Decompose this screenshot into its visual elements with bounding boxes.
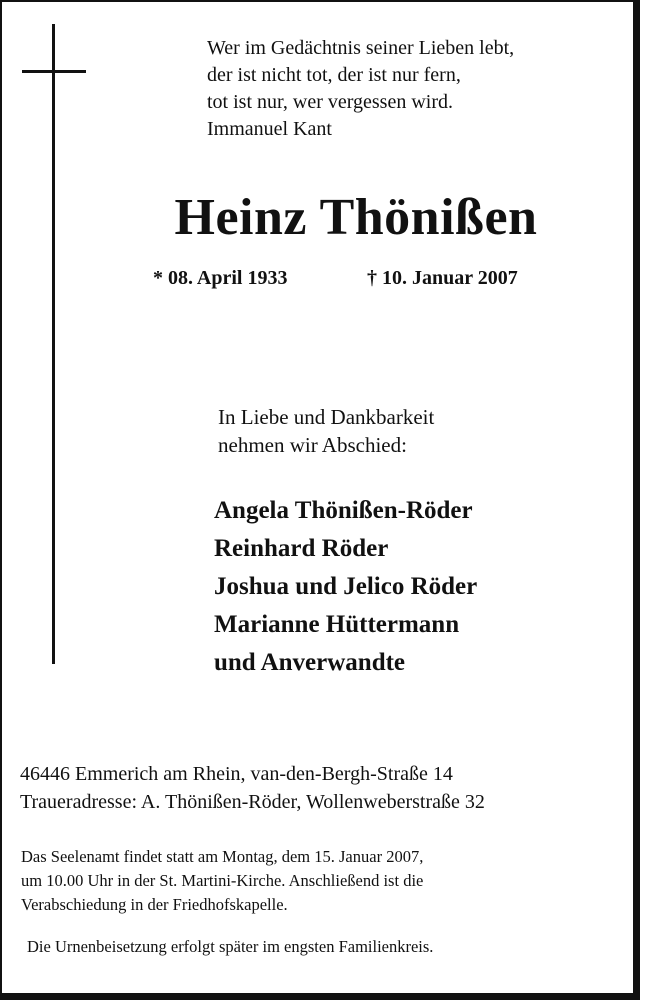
mourner-name: Angela Thönißen-Röder (214, 497, 473, 524)
mourner-name: Marianne Hüttermann (214, 611, 460, 638)
service-line: um 10.00 Uhr in der St. Martini-Kirche. Anschließend ist die (21, 871, 424, 890)
service-info (21, 845, 423, 917)
address-block (20, 760, 485, 816)
mourner-name: Reinhard Röder (214, 535, 389, 562)
urn-burial-notice: Die Urnenbeisetzung erfolgt später im engsten Familienkreis. (27, 937, 434, 956)
farewell-intro (218, 403, 434, 459)
quote-line: Wer im Gedächtnis seiner Lieben lebt, (207, 37, 515, 59)
residence-address: 46446 Emmerich am Rhein, van-den-Bergh-Straße 14 (20, 763, 453, 785)
quote-line: tot ist nur, wer vergessen wird. (207, 91, 454, 113)
intro-line: nehmen wir Abschied: (218, 433, 407, 457)
service-line: Verabschiedung in der Friedhofskapelle. (21, 895, 288, 914)
intro-line: In Liebe und Dankbarkeit (218, 405, 435, 429)
quote-line: der ist nicht tot, der ist nur fern, (207, 64, 461, 86)
birth-date: * 08. April 1933 (153, 267, 288, 289)
cross-icon-bar (22, 70, 86, 73)
quote-author: Immanuel Kant (207, 118, 332, 140)
memorial-quote (207, 35, 514, 143)
cross-icon (52, 24, 55, 664)
service-line: Das Seelenamt findet statt am Montag, dem 15. Januar 2007, (21, 847, 424, 866)
mourning-address: Traueradresse: A. Thönißen-Röder, Wollenweberstraße 32 (20, 791, 485, 813)
mourner-name: und Anverwandte (214, 649, 406, 676)
death-date: † 10. Januar 2007 (367, 267, 518, 289)
mourner-name: Joshua und Jelico Röder (214, 573, 478, 600)
deceased-name: Heinz Thönißen (174, 189, 538, 246)
mourners-list (214, 492, 477, 682)
